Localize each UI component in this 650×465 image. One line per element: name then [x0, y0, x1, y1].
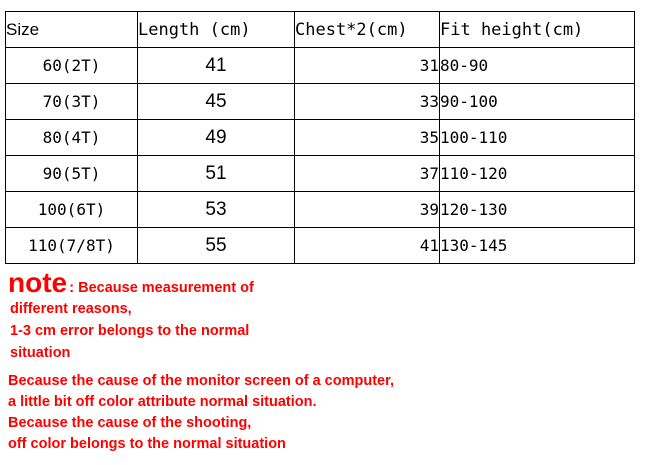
table-header-row	[6, 12, 635, 48]
header-fit-height: Fit height(cm)	[440, 12, 635, 48]
size-chart-table	[5, 11, 635, 264]
color-disclaimer-block	[8, 371, 394, 455]
cell-length: 55	[138, 228, 295, 264]
cell-size: 100(6T)	[6, 192, 138, 228]
cell-fit-height: 90-100	[440, 84, 635, 120]
table-row	[6, 120, 635, 156]
cell-fit-height: 80-90	[440, 48, 635, 84]
table-row	[6, 48, 635, 84]
cell-chest: 33	[295, 84, 440, 120]
note-text-line: different reasons,	[10, 301, 132, 317]
cell-fit-height: 130-145	[440, 228, 635, 264]
cell-chest: 31	[295, 48, 440, 84]
cell-size: 60(2T)	[6, 48, 138, 84]
cell-chest: 41	[295, 228, 440, 264]
note-text-line: Because measurement of	[78, 280, 254, 296]
cell-size: 80(4T)	[6, 120, 138, 156]
cell-length: 45	[138, 84, 295, 120]
disclaimer-line: Because the cause of the monitor screen of a computer,	[8, 373, 394, 389]
cell-length: 49	[138, 120, 295, 156]
table-row	[6, 84, 635, 120]
cell-fit-height: 110-120	[440, 156, 635, 192]
cell-length: 41	[138, 48, 295, 84]
disclaimer-line: Because the cause of the shooting,	[8, 415, 252, 431]
note-colon: :	[69, 279, 75, 296]
table-row	[6, 228, 635, 264]
cell-length: 51	[138, 156, 295, 192]
cell-fit-height: 100-110	[440, 120, 635, 156]
note-heading: note	[8, 267, 68, 298]
note-text-line: 1-3 cm error belongs to the normal	[10, 323, 250, 339]
cell-chest: 37	[295, 156, 440, 192]
disclaimer-line: a little bit off color attribute normal situation.	[8, 394, 317, 410]
header-chest: Chest*2(cm)	[295, 12, 440, 48]
cell-chest: 35	[295, 120, 440, 156]
cell-chest: 39	[295, 192, 440, 228]
note-first-line	[8, 268, 254, 298]
cell-fit-height: 120-130	[440, 192, 635, 228]
cell-length: 53	[138, 192, 295, 228]
header-size: Size	[6, 12, 138, 48]
table-row	[6, 192, 635, 228]
disclaimer-line: off color belongs to the normal situation	[8, 436, 286, 452]
note-block	[8, 268, 254, 364]
cell-size: 90(5T)	[6, 156, 138, 192]
cell-size: 110(7/8T)	[6, 228, 138, 264]
header-length: Length (cm)	[138, 12, 295, 48]
note-text-line: situation	[10, 345, 71, 361]
table-row	[6, 156, 635, 192]
cell-size: 70(3T)	[6, 84, 138, 120]
